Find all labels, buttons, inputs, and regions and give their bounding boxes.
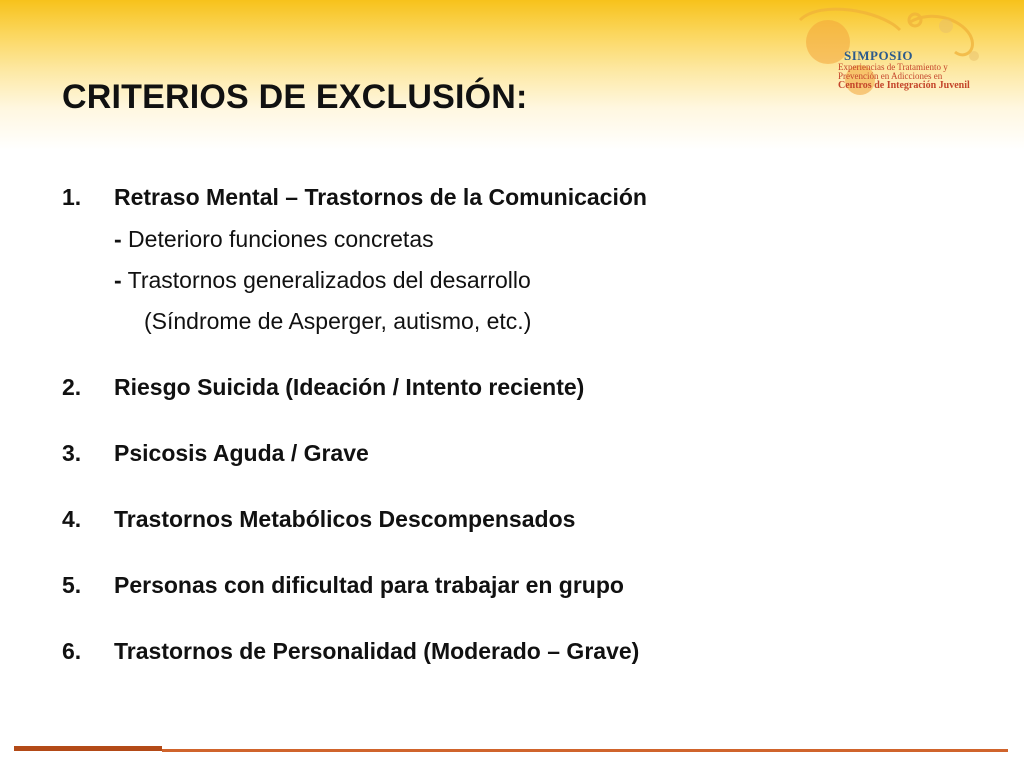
sub-item-dash: - bbox=[114, 226, 122, 252]
sub-item bbox=[114, 267, 962, 308]
list-item-number: 4. bbox=[62, 506, 82, 532]
sub-item-note: (Síndrome de Asperger, autismo, etc.) bbox=[144, 308, 532, 334]
list-item bbox=[62, 638, 962, 674]
list-item-label: Riesgo Suicida (Ideación / Intento reciente) bbox=[114, 374, 585, 400]
logo-line-2: Experiencias de Tratamiento y bbox=[838, 62, 948, 72]
list-item-label: Retraso Mental – Trastornos de la Comunicación bbox=[114, 184, 647, 210]
list-item-number: 1. bbox=[62, 184, 82, 210]
list-item-label: Personas con dificultad para trabajar en grupo bbox=[114, 572, 624, 598]
list-item-number: 2. bbox=[62, 374, 82, 400]
sub-item bbox=[114, 226, 962, 267]
sub-item-text: Deterioro funciones concretas bbox=[121, 226, 434, 252]
simposio-logo bbox=[832, 48, 1012, 93]
list-item-number: 3. bbox=[62, 440, 82, 466]
footer-accent-line bbox=[162, 749, 1008, 752]
logo-line-1: SIMPOSIO bbox=[844, 48, 914, 63]
list-item-number: 6. bbox=[62, 638, 82, 664]
logo-line-4: Centros de Integración Juvenil bbox=[838, 80, 970, 91]
list-item-label: Trastornos Metabólicos Descompensados bbox=[114, 506, 576, 532]
sub-item-dash: - bbox=[114, 267, 122, 293]
sub-item-text: Trastornos generalizados del desarrollo bbox=[121, 267, 531, 293]
slide-title: CRITERIOS DE EXCLUSIÓN: bbox=[62, 78, 528, 116]
list-item bbox=[62, 572, 962, 608]
list-item-number: 5. bbox=[62, 572, 82, 598]
exclusion-criteria-list bbox=[62, 184, 962, 674]
list-item bbox=[62, 184, 962, 350]
list-item bbox=[62, 440, 962, 476]
list-item bbox=[62, 506, 962, 542]
list-item bbox=[62, 374, 962, 410]
list-item-label: Trastornos de Personalidad (Moderado – Grave) bbox=[114, 638, 640, 664]
logo-line-3: Prevención en Adicciones en bbox=[838, 71, 943, 81]
list-item-label: Psicosis Aguda / Grave bbox=[114, 440, 369, 466]
footer-accent-line-thick bbox=[14, 746, 162, 751]
